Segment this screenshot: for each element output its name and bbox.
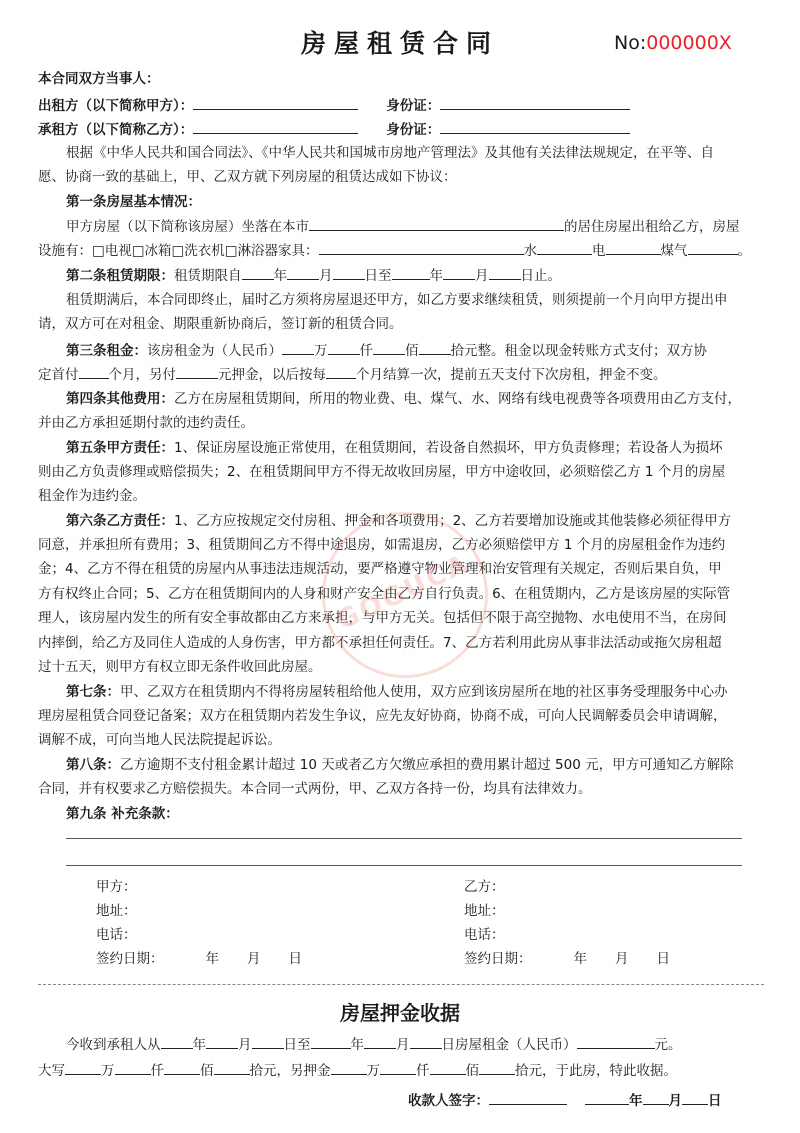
article-4-line-1: 第四条其他费用：乙方在房屋租赁期间，所用的物业费、电、煤气、水、网络有线电视费等各项费用由乙方支付， [66, 391, 741, 407]
article-6-line-2: 同意，并承担所有费用；3、租赁期间乙方不得中途退房，如需退房，乙方必须赔偿甲方 1 个月的房屋租金作为违约 [38, 537, 726, 553]
preamble-line-1: 根据《中华人民共和国合同法》、《中华人民共和国城市房地产管理法》及其他有关法律法规规定，在平等、自 [66, 145, 714, 161]
lessor-row: 出租方（以下简称甲方）： 身份证： [38, 95, 768, 115]
article-6-line-3: 金；4、乙方不得在租赁的房屋内从事违法违规活动，要严格遵守物业管理和治安管理有关规定，否则后果自负，甲 [38, 561, 722, 577]
party-a-phone-label: 电话： [96, 927, 137, 943]
lessee-id-blank[interactable] [440, 119, 630, 134]
article-3-line-1: 第三条租金：该房租金为（人民币） 万 仟 佰 拾元整。租金以现金转账方式支付；双方协 [66, 340, 796, 360]
article-1-line-2: 设施有：□电视□冰箱□洗衣机□淋浴器家具： 水 电 煤气 。 [38, 240, 768, 260]
property-address-blank[interactable] [309, 216, 564, 231]
gas-blank[interactable] [688, 240, 738, 255]
article-6-line-7: 过十五天，则甲方有权立即无条件收回此房屋。 [38, 659, 322, 675]
article-9-title: 第九条 补充条款： [66, 806, 179, 822]
article-7-line-1: 第七条：甲、乙双方在租赁期内不得将房屋转租给他人使用，双方应到该房屋所在地的社区事务受理服务中心办 [66, 684, 728, 700]
article-3-line-2: 定首付 个月，另付 元押金，以后按每 个月结算一次，提前五天支付下次房租，押金不变。 [38, 364, 768, 384]
article-4-line-2: 并由乙方承担延期付款的违约责任。 [38, 415, 254, 431]
article-5-line-3: 租金作为违约金。 [38, 488, 146, 504]
article-5-line-2: 则由乙方负责修理或赔偿损失；2、在租赁期间甲方不得无故收回房屋，甲方中途收回，必须赔偿乙方 1 个月的房屋 [38, 464, 726, 480]
article-1-title: 第一条房屋基本情况： [66, 194, 201, 210]
cut-line [38, 984, 764, 985]
party-b-address-label: 地址： [464, 903, 505, 919]
article-5-line-1: 第五条甲方责任：1、保证房屋设施正常使用，在租赁期间，若设备自然损坏，甲方负责修理；若设备人为损坏 [66, 440, 723, 456]
water-blank[interactable] [537, 240, 592, 255]
preamble-line-2: 愿、协商一致的基础上，甲、乙双方就下列房屋的租赁达成如下协议： [38, 169, 457, 185]
contract-title: 房屋租赁合同 [300, 29, 499, 58]
party-a-label: 甲方： [96, 879, 137, 895]
party-b-date: 签约日期： 年 月 日 [464, 951, 670, 967]
article-6-line-6: 内摔倒，给乙方及同住人造成的人身伤害，甲方都不承担任何责任。7、乙方若利用此房从事非法活动或拖欠房租超 [38, 635, 722, 651]
article-6-line-1: 第六条乙方责任：1、乙方应按规定交付房租、押金和各项费用；2、乙方若要增加设施或其他装修必须征得甲方 [66, 513, 732, 529]
party-b-label: 乙方： [464, 879, 505, 895]
receipt-line-2: 大写 万 仟 佰 拾元，另押金 万 仟 佰 拾元，于此房，特此收据。 [38, 1060, 768, 1080]
article-2-para-line-2: 请，双方可在对租金、期限重新协商后，签订新的租赁合同。 [38, 316, 403, 332]
article-8-line-1: 第八条：乙方逾期不支付租金累计超过 10 天或者乙方欠缴应承担的费用累计超过 500 元，甲方可通知乙方解除 [66, 757, 734, 773]
party-a-address-label: 地址： [96, 903, 137, 919]
receipt-title: 房屋押金收据 [340, 1001, 460, 1025]
signer-blank[interactable] [489, 1090, 567, 1105]
watermark-stamp: GOGUCA [295, 485, 516, 706]
article-6-line-4: 方有权终止合同；5、乙方在租赁期间内的人身和财产安全由乙方自行负责。6、在租赁期内，乙方是该房屋的实际管 [38, 586, 731, 602]
receipt-line-1: 今收到承租人从 年 月 日至 年 月 日房屋租金（人民币） 元。 [66, 1034, 796, 1054]
lessee-row: 承租方（以下简称乙方）： 身份证： [38, 119, 768, 139]
parties-intro: 本合同双方当事人： [38, 71, 160, 87]
article-1-line-1: 甲方房屋（以下简称该房屋）坐落在本市 的居住房屋出租给乙方，房屋 [66, 216, 796, 236]
article-8-line-2: 合同，并有权要求乙方赔偿损失。本合同一式两份，甲、乙双方各持一份，均具有法律效力。 [38, 781, 592, 797]
lessee-name-blank[interactable] [193, 119, 358, 134]
article-2-para-line-1: 租赁期满后，本合同即终止，届时乙方须将房屋退还甲方，如乙方要求继续租赁，则须提前一个月向甲方提出申 [66, 292, 728, 308]
article-7-line-3: 调解不成，可向当地人民法院提起诉讼。 [38, 732, 281, 748]
party-b-phone-label: 电话： [464, 927, 505, 943]
supplement-line-2[interactable] [66, 865, 742, 866]
article-7-line-2: 理房屋租赁合同登记备案；双方在租赁期内若发生争议，应先友好协商，协商不成，可向人民调解委员会申请调解， [38, 708, 727, 724]
lessor-name-blank[interactable] [193, 95, 358, 110]
contract-number: No:000000X [614, 32, 732, 54]
article-2-line: 第二条租赁期限：租赁期限自 年 月 日至 年 月 日止。 [66, 265, 796, 285]
lessor-id-blank[interactable] [440, 95, 630, 110]
power-blank[interactable] [606, 240, 661, 255]
receipt-signer-row: 收款人签字： 年 月 日 [408, 1089, 722, 1109]
party-a-date: 签约日期： 年 月 日 [96, 951, 302, 967]
article-6-line-5: 理人，该房屋内发生的所有安全事故都由乙方来承担，与甲方无关。包括但不限于高空抛物、水电使用不当，在房间 [38, 610, 727, 626]
furniture-blank[interactable] [319, 240, 524, 255]
supplement-line-1[interactable] [66, 838, 742, 839]
